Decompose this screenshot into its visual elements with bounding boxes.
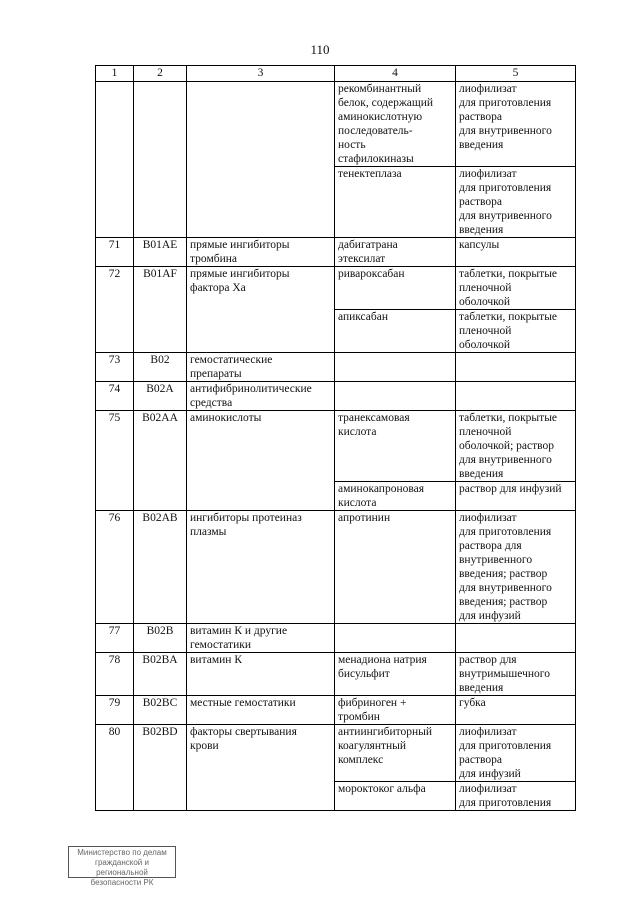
page-number: 110	[310, 42, 330, 57]
dosage-form: раствор для инфузий	[456, 482, 576, 511]
substance-name: аминокапроновая кислота	[335, 482, 456, 511]
substance-name: апиксабан	[335, 310, 456, 353]
row-number: 77	[96, 624, 134, 653]
dosage-form: раствор для внутримышечного введения	[456, 653, 576, 696]
pharmacological-group: ингибиторы протеиназ плазмы	[187, 511, 335, 624]
stamp-line: безопасности РК	[90, 878, 154, 887]
substance-name: фибриноген + тромбин	[335, 696, 456, 725]
header-cell: 4	[335, 66, 456, 82]
substance-name: апротинин	[335, 511, 456, 624]
row-number: 79	[96, 696, 134, 725]
table-row	[96, 82, 576, 167]
row-number: 76	[96, 511, 134, 624]
row-number: 74	[96, 382, 134, 411]
pharmacological-group: аминокислоты	[187, 411, 335, 511]
row-number: 73	[96, 353, 134, 382]
table-row	[96, 411, 576, 482]
row-number: 72	[96, 267, 134, 353]
dosage-form	[456, 382, 576, 411]
dosage-form: лиофилизат для приготовления	[456, 782, 576, 811]
substance-name: ривароксабан	[335, 267, 456, 310]
dosage-form: лиофилизат для приготовления раствора для внутривенного введения	[456, 167, 576, 238]
pharmacological-group: витамин К и другие гемостатики	[187, 624, 335, 653]
dosage-form: лиофилизат для приготовления раствора для внутривенного введения	[456, 82, 576, 167]
medicines-table	[95, 65, 576, 811]
substance-name	[335, 353, 456, 382]
substance-name: антиингибиторный коагулянтный комплекс	[335, 725, 456, 782]
header-cell: 3	[187, 66, 335, 82]
atc-code: B02AB	[134, 511, 187, 624]
row-number: 75	[96, 411, 134, 511]
pharmacological-group: прямые ингибиторы тромбина	[187, 238, 335, 267]
substance-name: менадиона натрия бисульфит	[335, 653, 456, 696]
row-number: 71	[96, 238, 134, 267]
header-cell: 5	[456, 66, 576, 82]
ministry-stamp	[68, 846, 176, 887]
table-row	[96, 511, 576, 624]
substance-name	[335, 382, 456, 411]
header-cell: 2	[134, 66, 187, 82]
pharmacological-group: факторы свертывания крови	[187, 725, 335, 811]
atc-code: B01AF	[134, 267, 187, 353]
substance-name: рекомбинантный белок, содержащий аминокислотную последователь- ность стафилокиназы	[335, 82, 456, 167]
atc-code: B02B	[134, 624, 187, 653]
atc-code: B02BC	[134, 696, 187, 725]
substance-name: мороктоког альфа	[335, 782, 456, 811]
pharmacological-group: прямые ингибиторы фактора Xa	[187, 267, 335, 353]
pharmacological-group: гемостатические препараты	[187, 353, 335, 382]
dosage-form	[456, 353, 576, 382]
table-row	[96, 382, 576, 411]
table-row	[96, 696, 576, 725]
substance-name: дабигатрана этексилат	[335, 238, 456, 267]
dosage-form: таблетки, покрытые пленочной оболочкой	[456, 267, 576, 310]
table-row	[96, 725, 576, 782]
row-number	[96, 82, 134, 238]
dosage-form: капсулы	[456, 238, 576, 267]
pharmacological-group	[187, 82, 335, 238]
header-cell: 1	[96, 66, 134, 82]
dosage-form	[456, 624, 576, 653]
substance-name: транексамовая кислота	[335, 411, 456, 482]
pharmacological-group: местные гемостатики	[187, 696, 335, 725]
row-number: 78	[96, 653, 134, 696]
header-row	[96, 66, 576, 82]
substance-name	[335, 624, 456, 653]
dosage-form: губка	[456, 696, 576, 725]
pharmacological-group: антифибринолитические средства	[187, 382, 335, 411]
stamp-line: Министерство по делам	[77, 848, 167, 857]
dosage-form: лиофилизат для приготовления раствора для внутривенного введения; раствор для внутривенного введения; раствор для инфузий	[456, 511, 576, 624]
atc-code: B02AA	[134, 411, 187, 511]
atc-code: B02BA	[134, 653, 187, 696]
row-number: 80	[96, 725, 134, 811]
dosage-form: таблетки, покрытые пленочной оболочкой	[456, 310, 576, 353]
atc-code: B02	[134, 353, 187, 382]
table-row	[96, 624, 576, 653]
dosage-form: таблетки, покрытые пленочной оболочкой; раствор для внутривенного введения	[456, 411, 576, 482]
atc-code: B01AE	[134, 238, 187, 267]
substance-name: тенектеплаза	[335, 167, 456, 238]
atc-code	[134, 82, 187, 238]
atc-code: B02A	[134, 382, 187, 411]
table-row	[96, 353, 576, 382]
pharmacological-group: витамин К	[187, 653, 335, 696]
stamp-line: гражданской и региональной	[95, 858, 149, 877]
table-row	[96, 238, 576, 267]
table-row	[96, 267, 576, 310]
dosage-form: лиофилизат для приготовления раствора для инфузий	[456, 725, 576, 782]
atc-code: B02BD	[134, 725, 187, 811]
table-row	[96, 653, 576, 696]
